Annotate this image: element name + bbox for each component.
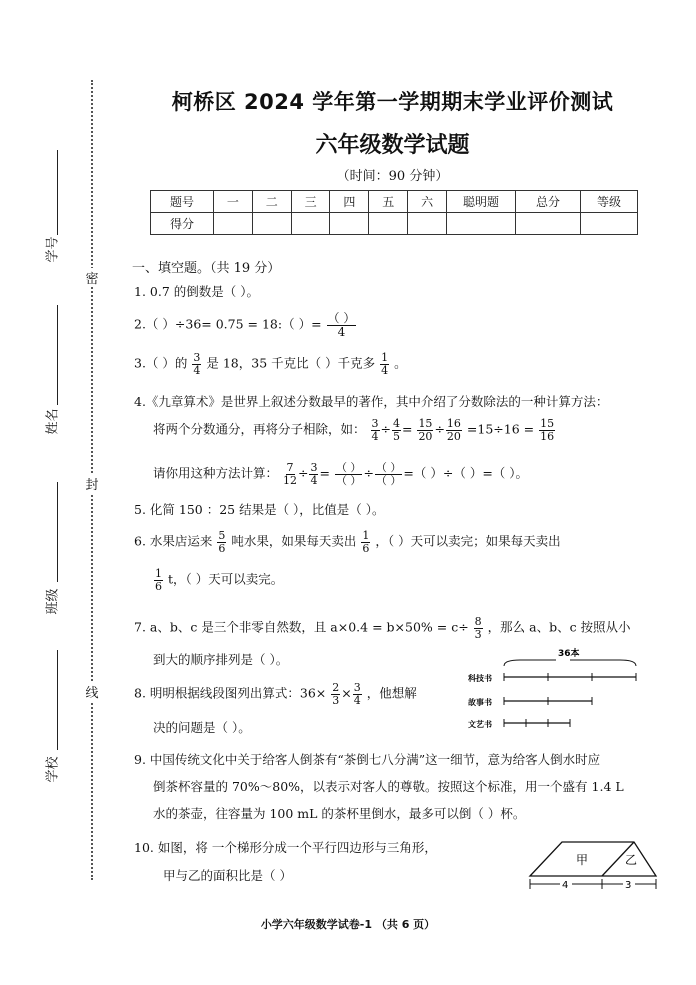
- score-input-cell[interactable]: [447, 213, 516, 235]
- fraction: [392, 418, 401, 442]
- denominator: 4: [337, 324, 346, 339]
- score-table: [150, 190, 638, 235]
- diagram-total-label: 36本: [558, 649, 580, 659]
- numerator: 1: [155, 567, 162, 580]
- question-3: [134, 352, 407, 376]
- table-cell: 总分: [516, 191, 581, 213]
- question-2-text: 2.（ ）÷36= 0.75 = 18:（ ）=: [134, 316, 322, 332]
- row-label-literature: 文艺书: [468, 720, 492, 729]
- dim-label-4: 4: [562, 880, 569, 891]
- question-4-text: =（ ）÷（ ）=（ ）。: [403, 465, 529, 481]
- numerator: 15: [540, 417, 555, 430]
- fraction: [283, 462, 297, 486]
- numerator: 5: [218, 529, 226, 542]
- score-input-cell[interactable]: [330, 213, 369, 235]
- table-cell: 一: [214, 191, 253, 213]
- row-label-story: 故事书: [468, 698, 492, 707]
- brace-icon: [504, 660, 636, 666]
- score-input-cell[interactable]: [408, 213, 447, 235]
- name-label: 姓名: [45, 408, 61, 435]
- question-6-text: t，（ ）天可以卖完。: [167, 571, 284, 587]
- denominator: 4: [193, 363, 201, 377]
- name-line[interactable]: [57, 305, 58, 405]
- question-8-text: 8. 明明根据线段图列出算式：36×: [134, 685, 327, 701]
- question-4-line-3: 请你用这种方法计算： $\frac{7}{12}$ ÷ $\frac{3}{4}$ = $\frac{( )}{( )}$ ÷ $\frac{( )}{( )}$ =（ ）÷（ ）=（ ）。: [153, 461, 529, 487]
- table-cell: 五: [369, 191, 408, 213]
- question-4-text: 将两个分数通分，再将分子相除，如：: [153, 421, 366, 437]
- trapezoid-figure: [522, 834, 662, 896]
- score-input-cell[interactable]: [252, 213, 291, 235]
- fraction: [446, 418, 462, 442]
- score-table-header-row: [151, 191, 638, 213]
- question-10-line-2: 甲与乙的面积比是（ ）: [163, 868, 292, 883]
- student-id-line[interactable]: [57, 150, 58, 235]
- dim-label-3: 3: [625, 880, 632, 891]
- table-cell: 二: [252, 191, 291, 213]
- denominator: 20: [418, 429, 433, 443]
- question-4-line-1: 4.《九章算术》是世界上叙述分数最早的著作，其中介绍了分数除法的一种计算方法：: [134, 394, 609, 409]
- denominator: 12: [283, 473, 297, 487]
- question-7-text: ，那么 a、b、c 按照从小: [487, 619, 631, 635]
- table-cell: 三: [291, 191, 330, 213]
- table-cell: 聪明题: [447, 191, 516, 213]
- region-jia-label: 甲: [576, 853, 589, 867]
- question-9-line-2: 倒茶杯容量的 70%～80%，以表示对客人的尊敬。按照这个标准，用一个盛有 1.4 L: [153, 779, 624, 794]
- question-8-text: ，他想解: [366, 685, 417, 701]
- exam-time: （时间：90 分钟）: [336, 169, 449, 184]
- fraction: [217, 530, 226, 554]
- row-label-tech: 科技书: [468, 674, 492, 683]
- seal-char-xian: 线: [84, 682, 100, 701]
- fraction: [327, 312, 357, 338]
- question-6-line-1: [134, 530, 561, 554]
- denominator: 6: [155, 579, 162, 593]
- numerator: （ ）: [327, 311, 356, 325]
- question-4-line-2: 将两个分数通分，再将分子相除，如： $\frac{3}{4}$ ÷ $\frac{4}{5}$ = $\frac{15}{20}$ ÷ $\frac{16}{20}$ =15÷16 = $\frac{15}{16}$: [153, 417, 555, 443]
- question-4-text: 请你用这种方法计算：: [153, 465, 279, 481]
- fraction: [417, 418, 433, 442]
- fraction: [361, 530, 370, 554]
- fraction: [309, 462, 318, 486]
- numerator: （ ）: [335, 461, 362, 474]
- denominator: 6: [362, 541, 370, 555]
- fraction: [154, 568, 163, 592]
- table-cell: 四: [330, 191, 369, 213]
- line-segment-diagram: [460, 646, 660, 734]
- numerator: （ ）: [375, 461, 402, 474]
- score-input-cell[interactable]: [581, 213, 638, 235]
- question-7-line-1: [134, 616, 631, 640]
- question-5: 5. 化简 150 ：25 结果是（ ），比值是（ ）。: [134, 502, 385, 517]
- score-table-score-row: [151, 213, 638, 235]
- question-10-line-1: 10. 如图，将 一个梯形分成一个平行四边形与三角形，: [134, 840, 437, 855]
- question-9-line-3: 水的茶壶，往容量为 100 mL 的茶杯里倒水，最多可以倒（ ）杯。: [153, 806, 526, 821]
- fraction: [331, 682, 340, 706]
- question-6-text: 6. 水果店运来: [134, 533, 213, 549]
- fraction: [474, 616, 483, 640]
- question-8-line-1: 8. 明明根据线段图列出算式：36× $\frac{2}{3}$ × $\frac{3}{4}$ ，他想解: [134, 681, 417, 707]
- question-8-line-2: 决的问题是（ ）。: [153, 720, 251, 735]
- numerator: 16: [446, 417, 461, 430]
- question-6-text: ，（ ）天可以卖完；如果每天卖出: [375, 533, 561, 549]
- denominator: 16: [540, 429, 555, 443]
- question-3-text-b: 是 18，35 千克比（ ）千克多: [206, 355, 376, 371]
- score-input-cell[interactable]: [516, 213, 581, 235]
- class-label: 班级: [45, 588, 61, 615]
- seal-char-mi: 密: [84, 268, 100, 287]
- question-1: 1. 0.7 的倒数是（ ）。: [134, 284, 259, 299]
- exam-subtitle: 六年级数学试题: [315, 133, 470, 158]
- denominator: 4: [371, 429, 379, 443]
- table-cell: 等级: [581, 191, 638, 213]
- numerator: 2: [332, 681, 340, 694]
- denominator: 4: [310, 473, 318, 487]
- denominator: 3: [332, 693, 340, 707]
- score-input-cell[interactable]: [214, 213, 253, 235]
- student-id-label: 学号: [45, 236, 61, 263]
- denominator: 5: [392, 429, 400, 443]
- denominator: （ ）: [375, 473, 402, 487]
- numerator: 1: [381, 351, 389, 364]
- blank-fraction[interactable]: [335, 462, 363, 486]
- table-cell: 六: [408, 191, 447, 213]
- numerator: 15: [418, 417, 433, 430]
- question-7-line-2: 到大的顺序排列是（ ）。: [153, 652, 289, 667]
- seal-char-feng: 封: [84, 474, 100, 493]
- question-3-text-a: 3.（ ）的: [134, 355, 188, 371]
- numerator: 3: [310, 461, 318, 474]
- blank-fraction[interactable]: [375, 462, 403, 486]
- fraction: [539, 418, 555, 442]
- question-7-text: 7. a、b、c 是三个非零自然数，且 a×0.4 = b×50% = c÷: [134, 619, 469, 635]
- numerator: 1: [362, 529, 370, 542]
- denominator: 3: [474, 627, 482, 641]
- school-label: 学校: [45, 756, 61, 783]
- score-input-cell[interactable]: [291, 213, 330, 235]
- denominator: 20: [446, 429, 461, 443]
- table-cell: 题号: [151, 191, 214, 213]
- table-cell: 得分: [151, 213, 214, 235]
- class-line[interactable]: [57, 482, 58, 582]
- fraction: [353, 682, 362, 706]
- trapezoid-outline: [530, 842, 656, 876]
- numerator: 3: [371, 417, 379, 430]
- numerator: 3: [353, 681, 361, 694]
- question-9-line-1: 9. 中国传统文化中关于给客人倒茶有“茶倒七八分满”这一细节，意为给客人倒水时应: [134, 752, 601, 767]
- fraction: [380, 352, 389, 376]
- section-heading: 一、填空题。（共 19 分）: [132, 261, 281, 276]
- question-6-text: 吨水果，如果每天卖出: [231, 533, 357, 549]
- question-2: [134, 312, 357, 338]
- score-input-cell[interactable]: [369, 213, 408, 235]
- numerator: 8: [474, 615, 482, 628]
- page-footer: 小学六年级数学试卷-1 （共 6 页）: [260, 918, 436, 931]
- region-yi-label: 乙: [625, 853, 638, 867]
- denominator: 4: [381, 363, 389, 377]
- exam-title: 柯桥区 2024 学年第一学期期末学业评价测试: [171, 90, 614, 114]
- school-line[interactable]: [57, 650, 58, 750]
- numerator: 4: [392, 417, 400, 430]
- numerator: 3: [193, 351, 201, 364]
- question-4-text: =15÷16 =: [466, 421, 535, 437]
- question-6-line-2: [153, 568, 283, 592]
- fraction: [371, 418, 380, 442]
- denominator: 4: [353, 693, 361, 707]
- question-3-text-c: 。: [394, 355, 407, 371]
- fraction: [192, 352, 201, 376]
- denominator: 6: [218, 541, 226, 555]
- numerator: 7: [286, 461, 294, 474]
- denominator: （ ）: [335, 473, 362, 487]
